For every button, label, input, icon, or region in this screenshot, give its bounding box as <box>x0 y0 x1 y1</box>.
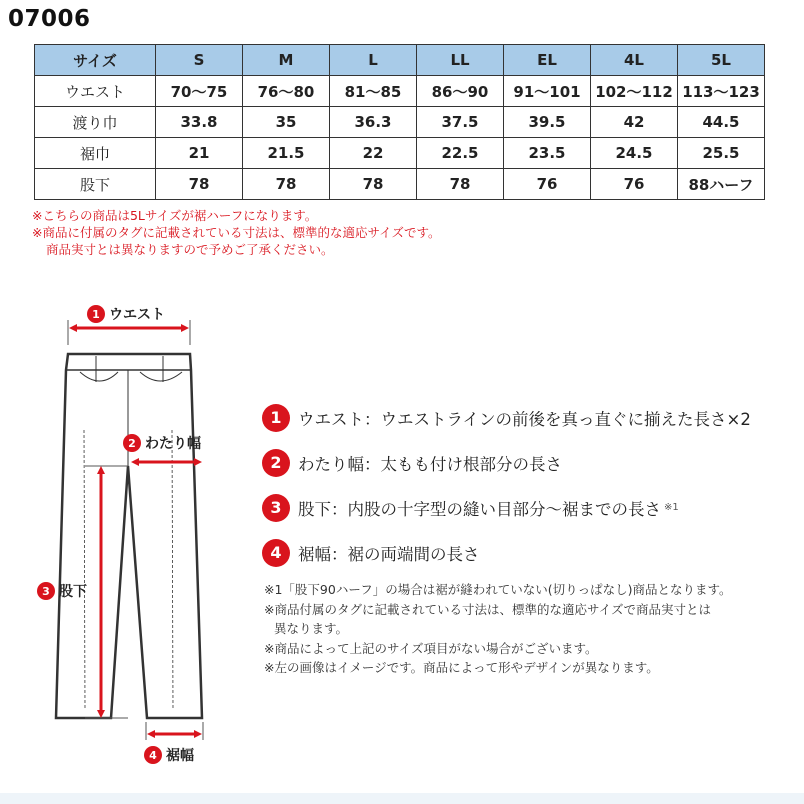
table-cell: 37.5 <box>417 107 504 138</box>
table-cell: 39.5 <box>504 107 591 138</box>
fine-note: ※1「股下90ハーフ」の場合は裾が縫われていない(切りっぱなし)商品となります。 <box>264 582 732 597</box>
thigh-label <box>123 434 201 452</box>
table-cell: 35 <box>243 107 330 138</box>
table-cell: 76〜80 <box>243 76 330 107</box>
guide-lines <box>68 320 203 740</box>
legend-number: 3 <box>262 494 290 522</box>
row-label: 渡り巾 <box>35 107 156 138</box>
red-note-2: ※商品に付属のタグに記載されている寸法は、標準的な適応サイズです。 <box>32 225 441 240</box>
table-header-cell: L <box>330 45 417 76</box>
table-cell: 102〜112 <box>591 76 678 107</box>
table-cell: 25.5 <box>678 138 765 169</box>
product-code: 07006 <box>8 6 91 32</box>
table-cell: 36.3 <box>330 107 417 138</box>
table-cell: 23.5 <box>504 138 591 169</box>
bottom-band <box>0 793 804 804</box>
legend-number: 1 <box>262 404 290 432</box>
table-cell: 113〜123 <box>678 76 765 107</box>
waist-label <box>87 305 165 323</box>
table-header-cell: サイズ <box>35 45 156 76</box>
table-header-cell: 4L <box>591 45 678 76</box>
table-row <box>35 107 765 138</box>
table-cell: 78 <box>243 169 330 200</box>
thigh-text: わたり幅 <box>145 436 201 452</box>
table-cell: 70〜75 <box>156 76 243 107</box>
table-cell: 24.5 <box>591 138 678 169</box>
legend-item <box>262 395 751 440</box>
table-cell: 76 <box>504 169 591 200</box>
legend-text: 股下：内股の十字型の縫い目部分〜裾までの長さ <box>298 499 661 519</box>
hem-text: 裾幅 <box>166 748 194 764</box>
thigh-num: 2 <box>128 437 136 450</box>
table-header-cell: LL <box>417 45 504 76</box>
table-row <box>35 138 765 169</box>
legend-text: 裾幅：裾の両端間の長さ <box>298 544 480 564</box>
legend-number: 4 <box>262 539 290 567</box>
hem-label <box>144 746 194 764</box>
table-cell: 88ハーフ <box>678 169 765 200</box>
red-note-3: 商品実寸とは異なりますので予めご了承ください。 <box>46 242 334 257</box>
pants-diagram <box>0 290 240 770</box>
red-notes <box>32 207 440 258</box>
table-cell: 21.5 <box>243 138 330 169</box>
table-header-cell: EL <box>504 45 591 76</box>
table-row <box>35 169 765 200</box>
table-cell: 22.5 <box>417 138 504 169</box>
table-cell: 21 <box>156 138 243 169</box>
size-table <box>34 44 765 200</box>
fine-note: ※左の画像はイメージです。商品によって形やデザインが異なります。 <box>264 660 659 675</box>
table-header-cell: M <box>243 45 330 76</box>
legend-item <box>262 485 751 530</box>
waist-text: ウエスト <box>109 307 165 323</box>
row-label: 裾巾 <box>35 138 156 169</box>
fine-print-notes <box>264 580 731 678</box>
legend-text: わたり幅：太もも付け根部分の長さ <box>298 454 562 474</box>
hem-num: 4 <box>149 749 157 762</box>
row-label: ウエスト <box>35 76 156 107</box>
table-cell: 22 <box>330 138 417 169</box>
measurement-legend <box>262 395 751 575</box>
measurement-arrows <box>73 328 198 734</box>
table-cell: 33.8 <box>156 107 243 138</box>
legend-item <box>262 440 751 485</box>
legend-text: ウエスト：ウエストラインの前後を真っ直ぐに揃えた長さ×2 <box>298 409 751 429</box>
inseam-num: 3 <box>42 585 50 598</box>
table-header-cell: S <box>156 45 243 76</box>
red-note-1: ※こちらの商品は5Lサイズが裾ハーフになります。 <box>32 208 318 223</box>
table-cell: 86〜90 <box>417 76 504 107</box>
inseam-text: 股下 <box>59 584 87 600</box>
table-cell: 78 <box>156 169 243 200</box>
table-cell: 81〜85 <box>330 76 417 107</box>
table-row <box>35 76 765 107</box>
legend-number: 2 <box>262 449 290 477</box>
legend-footnote-mark: ※1 <box>664 502 679 513</box>
table-cell: 42 <box>591 107 678 138</box>
fine-note: ※商品によって上記のサイズ項目がない場合がございます。 <box>264 640 598 656</box>
table-cell: 76 <box>591 169 678 200</box>
table-cell: 44.5 <box>678 107 765 138</box>
fine-note: ※商品付属のタグに記載されている寸法は、標準的な適応サイズで商品実寸とは <box>264 601 711 617</box>
table-cell: 78 <box>417 169 504 200</box>
fine-note: 異なります。 <box>274 621 349 636</box>
table-header-cell: 5L <box>678 45 765 76</box>
waist-num: 1 <box>92 308 100 321</box>
table-cell: 78 <box>330 169 417 200</box>
table-cell: 91〜101 <box>504 76 591 107</box>
legend-item <box>262 530 751 575</box>
inseam-label <box>37 582 87 600</box>
table-header-row <box>35 45 765 76</box>
pants-outline <box>56 354 202 718</box>
row-label: 股下 <box>35 169 156 200</box>
